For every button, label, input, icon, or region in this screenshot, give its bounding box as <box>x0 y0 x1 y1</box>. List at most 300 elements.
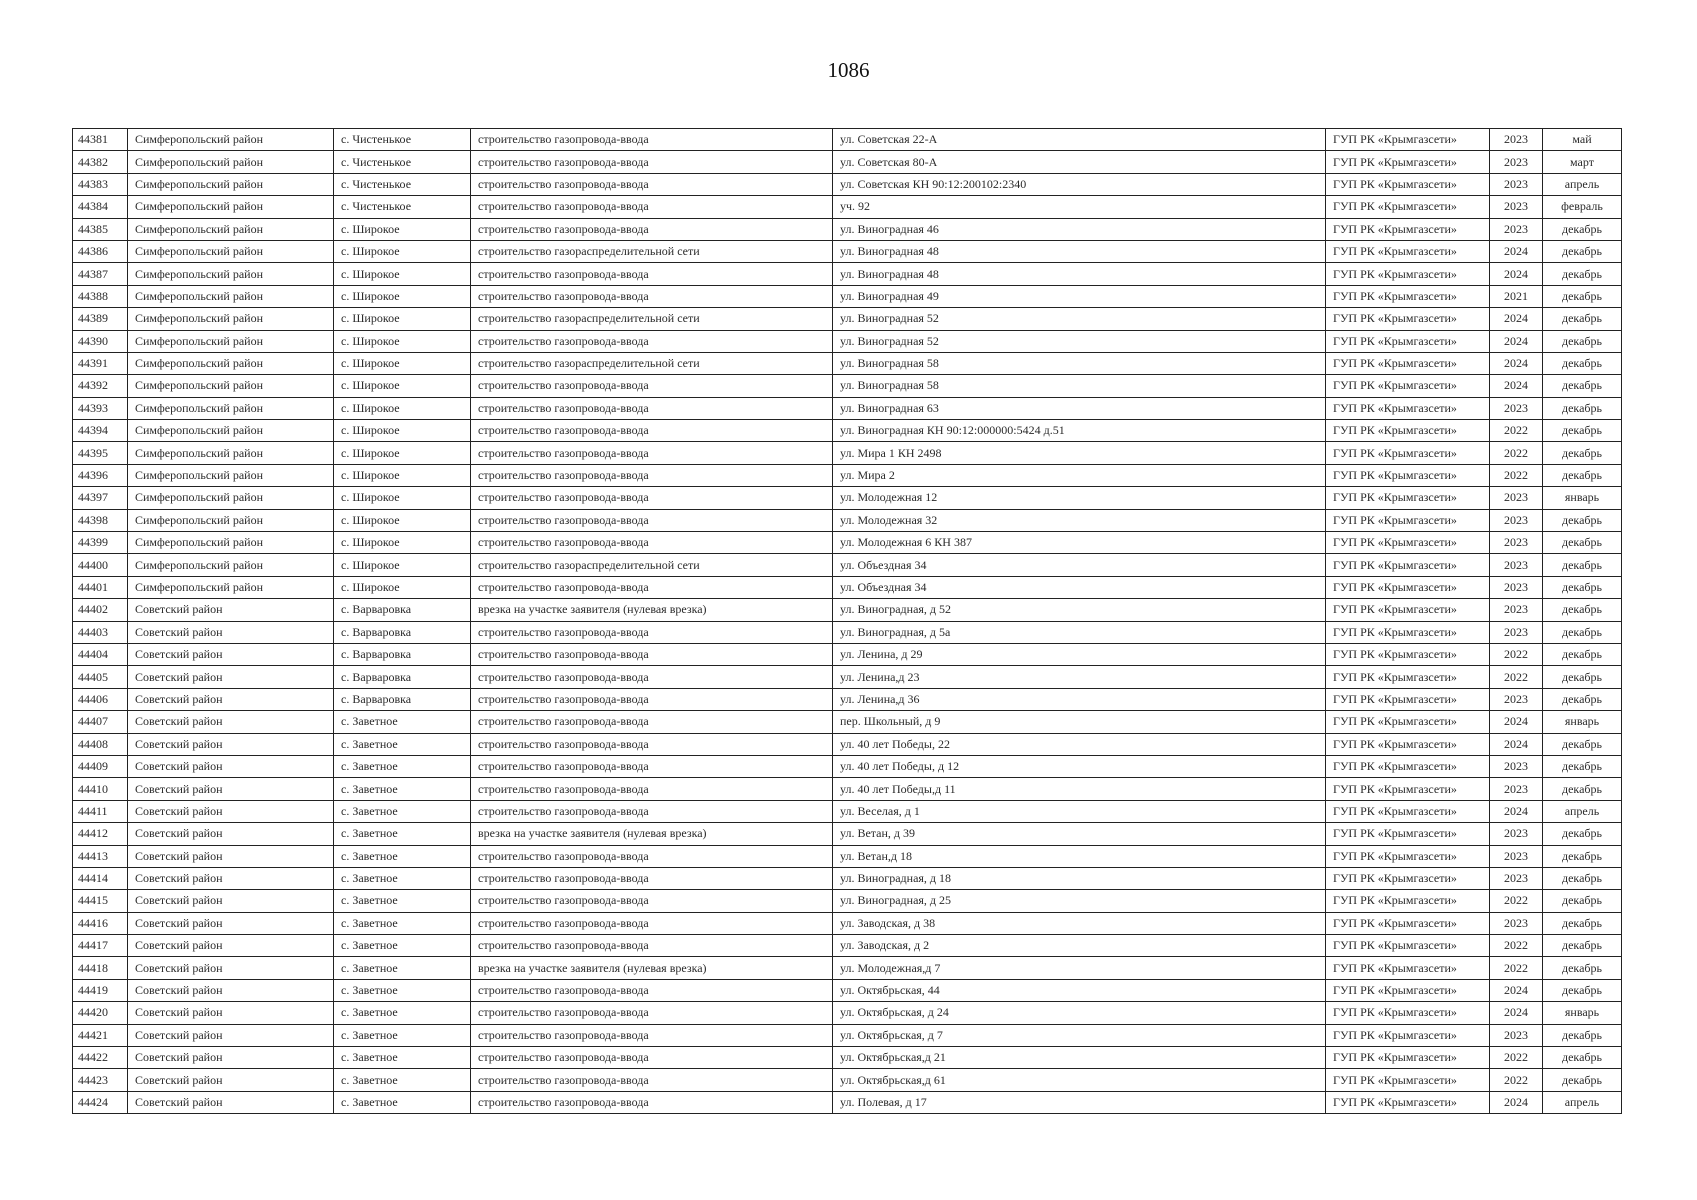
organization-cell: ГУП РК «Крымгазсети» <box>1326 1069 1490 1091</box>
settlement-cell: с. Варваровка <box>334 688 471 710</box>
table-row <box>73 1002 1622 1024</box>
month-cell: февраль <box>1543 196 1622 218</box>
settlement-cell: с. Широкое <box>334 487 471 509</box>
year-cell: 2022 <box>1490 420 1543 442</box>
settlement-cell: с. Заветное <box>334 935 471 957</box>
address-cell: ул. Виноградная КН 90:12:000000:5424 д.51 <box>833 420 1326 442</box>
record-number-cell: 44422 <box>73 1047 128 1069</box>
record-number-cell: 44381 <box>73 129 128 151</box>
district-cell: Симферопольский район <box>128 576 334 598</box>
table-row <box>73 442 1622 464</box>
work-type-cell: врезка на участке заявителя (нулевая врезка) <box>471 957 833 979</box>
work-type-cell: строительство газопровода-ввода <box>471 442 833 464</box>
month-cell: декабрь <box>1543 397 1622 419</box>
district-cell: Симферопольский район <box>128 240 334 262</box>
district-cell: Симферопольский район <box>128 151 334 173</box>
year-cell: 2023 <box>1490 688 1543 710</box>
work-type-cell: строительство газораспределительной сети <box>471 352 833 374</box>
settlement-cell: с. Заветное <box>334 778 471 800</box>
work-type-cell: строительство газопровода-ввода <box>471 532 833 554</box>
year-cell: 2024 <box>1490 711 1543 733</box>
year-cell: 2024 <box>1490 800 1543 822</box>
settlement-cell: с. Чистенькое <box>334 196 471 218</box>
work-type-cell: врезка на участке заявителя (нулевая врезка) <box>471 823 833 845</box>
year-cell: 2022 <box>1490 935 1543 957</box>
work-type-cell: строительство газопровода-ввода <box>471 643 833 665</box>
record-number-cell: 44386 <box>73 240 128 262</box>
settlement-cell: с. Варваровка <box>334 599 471 621</box>
month-cell: май <box>1543 129 1622 151</box>
work-type-cell: строительство газопровода-ввода <box>471 755 833 777</box>
table-row <box>73 218 1622 240</box>
table-row <box>73 263 1622 285</box>
year-cell: 2022 <box>1490 890 1543 912</box>
table-row <box>73 912 1622 934</box>
table-row <box>73 1091 1622 1113</box>
work-type-cell: строительство газопровода-ввода <box>471 621 833 643</box>
table-row <box>73 129 1622 151</box>
settlement-cell: с. Заветное <box>334 800 471 822</box>
address-cell: ул. Заводская, д 38 <box>833 912 1326 934</box>
work-type-cell: строительство газопровода-ввода <box>471 979 833 1001</box>
table-row <box>73 778 1622 800</box>
address-cell: ул. Ленина,д 23 <box>833 666 1326 688</box>
work-type-cell: строительство газопровода-ввода <box>471 397 833 419</box>
table-row <box>73 509 1622 531</box>
organization-cell: ГУП РК «Крымгазсети» <box>1326 285 1490 307</box>
table-row <box>73 576 1622 598</box>
settlement-cell: с. Широкое <box>334 240 471 262</box>
settlement-cell: с. Широкое <box>334 218 471 240</box>
work-type-cell: строительство газопровода-ввода <box>471 778 833 800</box>
year-cell: 2021 <box>1490 285 1543 307</box>
record-number-cell: 44411 <box>73 800 128 822</box>
district-cell: Симферопольский район <box>128 397 334 419</box>
settlement-cell: с. Широкое <box>334 397 471 419</box>
settlement-cell: с. Широкое <box>334 285 471 307</box>
settlement-cell: с. Широкое <box>334 464 471 486</box>
address-cell: ул. Полевая, д 17 <box>833 1091 1326 1113</box>
district-cell: Симферопольский район <box>128 285 334 307</box>
record-number-cell: 44393 <box>73 397 128 419</box>
record-number-cell: 44416 <box>73 912 128 934</box>
record-number-cell: 44398 <box>73 509 128 531</box>
month-cell: декабрь <box>1543 554 1622 576</box>
district-cell: Симферопольский район <box>128 464 334 486</box>
address-cell: ул. Октябрьская,д 61 <box>833 1069 1326 1091</box>
month-cell: декабрь <box>1543 532 1622 554</box>
district-cell: Симферопольский район <box>128 375 334 397</box>
month-cell: декабрь <box>1543 979 1622 1001</box>
organization-cell: ГУП РК «Крымгазсети» <box>1326 733 1490 755</box>
table-row <box>73 845 1622 867</box>
table-row <box>73 621 1622 643</box>
work-type-cell: строительство газопровода-ввода <box>471 218 833 240</box>
settlement-cell: с. Широкое <box>334 352 471 374</box>
work-type-cell: строительство газораспределительной сети <box>471 240 833 262</box>
organization-cell: ГУП РК «Крымгазсети» <box>1326 1047 1490 1069</box>
district-cell: Симферопольский район <box>128 330 334 352</box>
year-cell: 2023 <box>1490 397 1543 419</box>
address-cell: ул. 40 лет Победы,д 11 <box>833 778 1326 800</box>
organization-cell: ГУП РК «Крымгазсети» <box>1326 800 1490 822</box>
year-cell: 2024 <box>1490 1091 1543 1113</box>
organization-cell: ГУП РК «Крымгазсети» <box>1326 688 1490 710</box>
work-type-cell: строительство газопровода-ввода <box>471 576 833 598</box>
month-cell: декабрь <box>1543 263 1622 285</box>
settlement-cell: с. Заветное <box>334 979 471 1001</box>
record-number-cell: 44413 <box>73 845 128 867</box>
district-cell: Советский район <box>128 1047 334 1069</box>
month-cell: декабрь <box>1543 621 1622 643</box>
address-cell: ул. Ветан, д 39 <box>833 823 1326 845</box>
table-row <box>73 867 1622 889</box>
organization-cell: ГУП РК «Крымгазсети» <box>1326 979 1490 1001</box>
settlement-cell: с. Заветное <box>334 845 471 867</box>
register-table <box>72 128 1622 1114</box>
address-cell: ул. Виноградная 48 <box>833 240 1326 262</box>
organization-cell: ГУП РК «Крымгазсети» <box>1326 1024 1490 1046</box>
district-cell: Советский район <box>128 688 334 710</box>
organization-cell: ГУП РК «Крымгазсети» <box>1326 912 1490 934</box>
work-type-cell: строительство газопровода-ввода <box>471 800 833 822</box>
table-row <box>73 397 1622 419</box>
organization-cell: ГУП РК «Крымгазсети» <box>1326 599 1490 621</box>
year-cell: 2024 <box>1490 979 1543 1001</box>
work-type-cell: строительство газопровода-ввода <box>471 151 833 173</box>
address-cell: пер. Школьный, д 9 <box>833 711 1326 733</box>
address-cell: ул. Объездная 34 <box>833 554 1326 576</box>
month-cell: декабрь <box>1543 464 1622 486</box>
record-number-cell: 44410 <box>73 778 128 800</box>
month-cell: декабрь <box>1543 912 1622 934</box>
address-cell: ул. Октябрьская, д 7 <box>833 1024 1326 1046</box>
year-cell: 2023 <box>1490 845 1543 867</box>
work-type-cell: строительство газопровода-ввода <box>471 509 833 531</box>
address-cell: ул. Молодежная 32 <box>833 509 1326 531</box>
organization-cell: ГУП РК «Крымгазсети» <box>1326 532 1490 554</box>
organization-cell: ГУП РК «Крымгазсети» <box>1326 397 1490 419</box>
work-type-cell: строительство газопровода-ввода <box>471 487 833 509</box>
address-cell: ул. Ленина, д 29 <box>833 643 1326 665</box>
district-cell: Советский район <box>128 711 334 733</box>
settlement-cell: с. Чистенькое <box>334 129 471 151</box>
record-number-cell: 44406 <box>73 688 128 710</box>
address-cell: уч. 92 <box>833 196 1326 218</box>
address-cell: ул. Виноградная 48 <box>833 263 1326 285</box>
organization-cell: ГУП РК «Крымгазсети» <box>1326 151 1490 173</box>
table-body <box>73 129 1622 1114</box>
district-cell: Советский район <box>128 1091 334 1113</box>
settlement-cell: с. Широкое <box>334 532 471 554</box>
organization-cell: ГУП РК «Крымгазсети» <box>1326 308 1490 330</box>
address-cell: ул. Виноградная 58 <box>833 375 1326 397</box>
settlement-cell: с. Чистенькое <box>334 173 471 195</box>
record-number-cell: 44409 <box>73 755 128 777</box>
month-cell: декабрь <box>1543 308 1622 330</box>
district-cell: Советский район <box>128 845 334 867</box>
work-type-cell: строительство газопровода-ввода <box>471 711 833 733</box>
district-cell: Советский район <box>128 1069 334 1091</box>
settlement-cell: с. Варваровка <box>334 621 471 643</box>
record-number-cell: 44391 <box>73 352 128 374</box>
year-cell: 2024 <box>1490 1002 1543 1024</box>
table-row <box>73 420 1622 442</box>
table-row <box>73 711 1622 733</box>
work-type-cell: строительство газопровода-ввода <box>471 733 833 755</box>
record-number-cell: 44404 <box>73 643 128 665</box>
settlement-cell: с. Заветное <box>334 912 471 934</box>
address-cell: ул. Октябрьская,д 21 <box>833 1047 1326 1069</box>
organization-cell: ГУП РК «Крымгазсети» <box>1326 196 1490 218</box>
record-number-cell: 44387 <box>73 263 128 285</box>
organization-cell: ГУП РК «Крымгазсети» <box>1326 352 1490 374</box>
year-cell: 2023 <box>1490 487 1543 509</box>
table-row <box>73 464 1622 486</box>
record-number-cell: 44392 <box>73 375 128 397</box>
month-cell: декабрь <box>1543 599 1622 621</box>
year-cell: 2022 <box>1490 442 1543 464</box>
district-cell: Симферопольский район <box>128 173 334 195</box>
month-cell: декабрь <box>1543 688 1622 710</box>
table-row <box>73 733 1622 755</box>
work-type-cell: врезка на участке заявителя (нулевая врезка) <box>471 599 833 621</box>
organization-cell: ГУП РК «Крымгазсети» <box>1326 442 1490 464</box>
month-cell: декабрь <box>1543 845 1622 867</box>
organization-cell: ГУП РК «Крымгазсети» <box>1326 487 1490 509</box>
month-cell: декабрь <box>1543 867 1622 889</box>
year-cell: 2022 <box>1490 643 1543 665</box>
table-row <box>73 240 1622 262</box>
table-row <box>73 979 1622 1001</box>
record-number-cell: 44415 <box>73 890 128 912</box>
address-cell: ул. Виноградная 46 <box>833 218 1326 240</box>
work-type-cell: строительство газопровода-ввода <box>471 867 833 889</box>
year-cell: 2023 <box>1490 173 1543 195</box>
table-row <box>73 554 1622 576</box>
settlement-cell: с. Варваровка <box>334 666 471 688</box>
record-number-cell: 44394 <box>73 420 128 442</box>
organization-cell: ГУП РК «Крымгазсети» <box>1326 554 1490 576</box>
settlement-cell: с. Широкое <box>334 576 471 598</box>
work-type-cell: строительство газопровода-ввода <box>471 1002 833 1024</box>
table-row <box>73 352 1622 374</box>
organization-cell: ГУП РК «Крымгазсети» <box>1326 1002 1490 1024</box>
work-type-cell: строительство газораспределительной сети <box>471 308 833 330</box>
district-cell: Советский район <box>128 979 334 1001</box>
settlement-cell: с. Заветное <box>334 1091 471 1113</box>
organization-cell: ГУП РК «Крымгазсети» <box>1326 330 1490 352</box>
table-row <box>73 800 1622 822</box>
district-cell: Советский район <box>128 643 334 665</box>
month-cell: декабрь <box>1543 1024 1622 1046</box>
table-row <box>73 823 1622 845</box>
organization-cell: ГУП РК «Крымгазсети» <box>1326 666 1490 688</box>
organization-cell: ГУП РК «Крымгазсети» <box>1326 755 1490 777</box>
work-type-cell: строительство газопровода-ввода <box>471 1069 833 1091</box>
table-row <box>73 151 1622 173</box>
record-number-cell: 44402 <box>73 599 128 621</box>
address-cell: ул. 40 лет Победы, 22 <box>833 733 1326 755</box>
month-cell: декабрь <box>1543 957 1622 979</box>
record-number-cell: 44419 <box>73 979 128 1001</box>
record-number-cell: 44424 <box>73 1091 128 1113</box>
month-cell: декабрь <box>1543 240 1622 262</box>
month-cell: декабрь <box>1543 285 1622 307</box>
organization-cell: ГУП РК «Крымгазсети» <box>1326 420 1490 442</box>
month-cell: декабрь <box>1543 1069 1622 1091</box>
work-type-cell: строительство газопровода-ввода <box>471 666 833 688</box>
address-cell: ул. Молодежная 6 КН 387 <box>833 532 1326 554</box>
district-cell: Советский район <box>128 890 334 912</box>
record-number-cell: 44388 <box>73 285 128 307</box>
address-cell: ул. Мира 2 <box>833 464 1326 486</box>
table-row <box>73 1069 1622 1091</box>
address-cell: ул. Октябрьская, 44 <box>833 979 1326 1001</box>
month-cell: декабрь <box>1543 330 1622 352</box>
organization-cell: ГУП РК «Крымгазсети» <box>1326 935 1490 957</box>
settlement-cell: с. Заветное <box>334 823 471 845</box>
district-cell: Советский район <box>128 733 334 755</box>
address-cell: ул. Заводская, д 2 <box>833 935 1326 957</box>
record-number-cell: 44418 <box>73 957 128 979</box>
year-cell: 2023 <box>1490 196 1543 218</box>
organization-cell: ГУП РК «Крымгазсети» <box>1326 218 1490 240</box>
table-row <box>73 330 1622 352</box>
record-number-cell: 44384 <box>73 196 128 218</box>
address-cell: ул. Веселая, д 1 <box>833 800 1326 822</box>
record-number-cell: 44417 <box>73 935 128 957</box>
record-number-cell: 44408 <box>73 733 128 755</box>
settlement-cell: с. Широкое <box>334 263 471 285</box>
settlement-cell: с. Широкое <box>334 375 471 397</box>
work-type-cell: строительство газопровода-ввода <box>471 935 833 957</box>
work-type-cell: строительство газопровода-ввода <box>471 420 833 442</box>
page-number: 1086 <box>827 58 870 82</box>
address-cell: ул. Виноградная, д 25 <box>833 890 1326 912</box>
settlement-cell: с. Заветное <box>334 711 471 733</box>
address-cell: ул. Объездная 34 <box>833 576 1326 598</box>
year-cell: 2023 <box>1490 621 1543 643</box>
month-cell: декабрь <box>1543 420 1622 442</box>
organization-cell: ГУП РК «Крымгазсети» <box>1326 867 1490 889</box>
settlement-cell: с. Варваровка <box>334 643 471 665</box>
district-cell: Симферопольский район <box>128 420 334 442</box>
year-cell: 2024 <box>1490 263 1543 285</box>
year-cell: 2023 <box>1490 129 1543 151</box>
district-cell: Советский район <box>128 778 334 800</box>
address-cell: ул. Октябрьская, д 24 <box>833 1002 1326 1024</box>
settlement-cell: с. Заветное <box>334 890 471 912</box>
table-row <box>73 308 1622 330</box>
table-row <box>73 643 1622 665</box>
address-cell: ул. Виноградная, д 5а <box>833 621 1326 643</box>
year-cell: 2022 <box>1490 1069 1543 1091</box>
table-row <box>73 375 1622 397</box>
work-type-cell: строительство газопровода-ввода <box>471 285 833 307</box>
table-row <box>73 487 1622 509</box>
organization-cell: ГУП РК «Крымгазсети» <box>1326 464 1490 486</box>
settlement-cell: с. Заветное <box>334 1069 471 1091</box>
organization-cell: ГУП РК «Крымгазсети» <box>1326 823 1490 845</box>
address-cell: ул. Молодежная 12 <box>833 487 1326 509</box>
address-cell: ул. Мира 1 КН 2498 <box>833 442 1326 464</box>
organization-cell: ГУП РК «Крымгазсети» <box>1326 375 1490 397</box>
month-cell: декабрь <box>1543 375 1622 397</box>
organization-cell: ГУП РК «Крымгазсети» <box>1326 129 1490 151</box>
work-type-cell: строительство газопровода-ввода <box>471 375 833 397</box>
month-cell: декабрь <box>1543 509 1622 531</box>
work-type-cell: строительство газопровода-ввода <box>471 263 833 285</box>
address-cell: ул. Ветан,д 18 <box>833 845 1326 867</box>
address-cell: ул. Виноградная 58 <box>833 352 1326 374</box>
address-cell: ул. Советская КН 90:12:200102:2340 <box>833 173 1326 195</box>
month-cell: январь <box>1543 711 1622 733</box>
month-cell: декабрь <box>1543 823 1622 845</box>
work-type-cell: строительство газопровода-ввода <box>471 845 833 867</box>
year-cell: 2023 <box>1490 554 1543 576</box>
year-cell: 2023 <box>1490 509 1543 531</box>
table-row <box>73 196 1622 218</box>
table-row <box>73 532 1622 554</box>
organization-cell: ГУП РК «Крымгазсети» <box>1326 240 1490 262</box>
year-cell: 2024 <box>1490 240 1543 262</box>
settlement-cell: с. Широкое <box>334 308 471 330</box>
district-cell: Симферопольский район <box>128 129 334 151</box>
district-cell: Симферопольский район <box>128 442 334 464</box>
record-number-cell: 44400 <box>73 554 128 576</box>
month-cell: январь <box>1543 1002 1622 1024</box>
register-table-container <box>72 128 1622 1114</box>
settlement-cell: с. Широкое <box>334 330 471 352</box>
district-cell: Советский район <box>128 867 334 889</box>
address-cell: ул. Виноградная, д 18 <box>833 867 1326 889</box>
work-type-cell: строительство газопровода-ввода <box>471 688 833 710</box>
year-cell: 2022 <box>1490 1047 1543 1069</box>
district-cell: Советский район <box>128 621 334 643</box>
record-number-cell: 44403 <box>73 621 128 643</box>
organization-cell: ГУП РК «Крымгазсети» <box>1326 263 1490 285</box>
record-number-cell: 44397 <box>73 487 128 509</box>
table-row <box>73 1024 1622 1046</box>
district-cell: Советский район <box>128 1002 334 1024</box>
record-number-cell: 44401 <box>73 576 128 598</box>
work-type-cell: строительство газораспределительной сети <box>471 554 833 576</box>
district-cell: Советский район <box>128 666 334 688</box>
year-cell: 2023 <box>1490 778 1543 800</box>
year-cell: 2022 <box>1490 464 1543 486</box>
month-cell: декабрь <box>1543 643 1622 665</box>
month-cell: декабрь <box>1543 1047 1622 1069</box>
district-cell: Советский район <box>128 823 334 845</box>
settlement-cell: с. Широкое <box>334 442 471 464</box>
month-cell: апрель <box>1543 1091 1622 1113</box>
organization-cell: ГУП РК «Крымгазсети» <box>1326 845 1490 867</box>
work-type-cell: строительство газопровода-ввода <box>471 173 833 195</box>
settlement-cell: с. Заветное <box>334 867 471 889</box>
table-row <box>73 1047 1622 1069</box>
record-number-cell: 44382 <box>73 151 128 173</box>
year-cell: 2023 <box>1490 218 1543 240</box>
address-cell: ул. 40 лет Победы, д 12 <box>833 755 1326 777</box>
organization-cell: ГУП РК «Крымгазсети» <box>1326 778 1490 800</box>
table-row <box>73 957 1622 979</box>
address-cell: ул. Виноградная 49 <box>833 285 1326 307</box>
record-number-cell: 44389 <box>73 308 128 330</box>
district-cell: Советский район <box>128 935 334 957</box>
district-cell: Симферопольский район <box>128 218 334 240</box>
record-number-cell: 44423 <box>73 1069 128 1091</box>
